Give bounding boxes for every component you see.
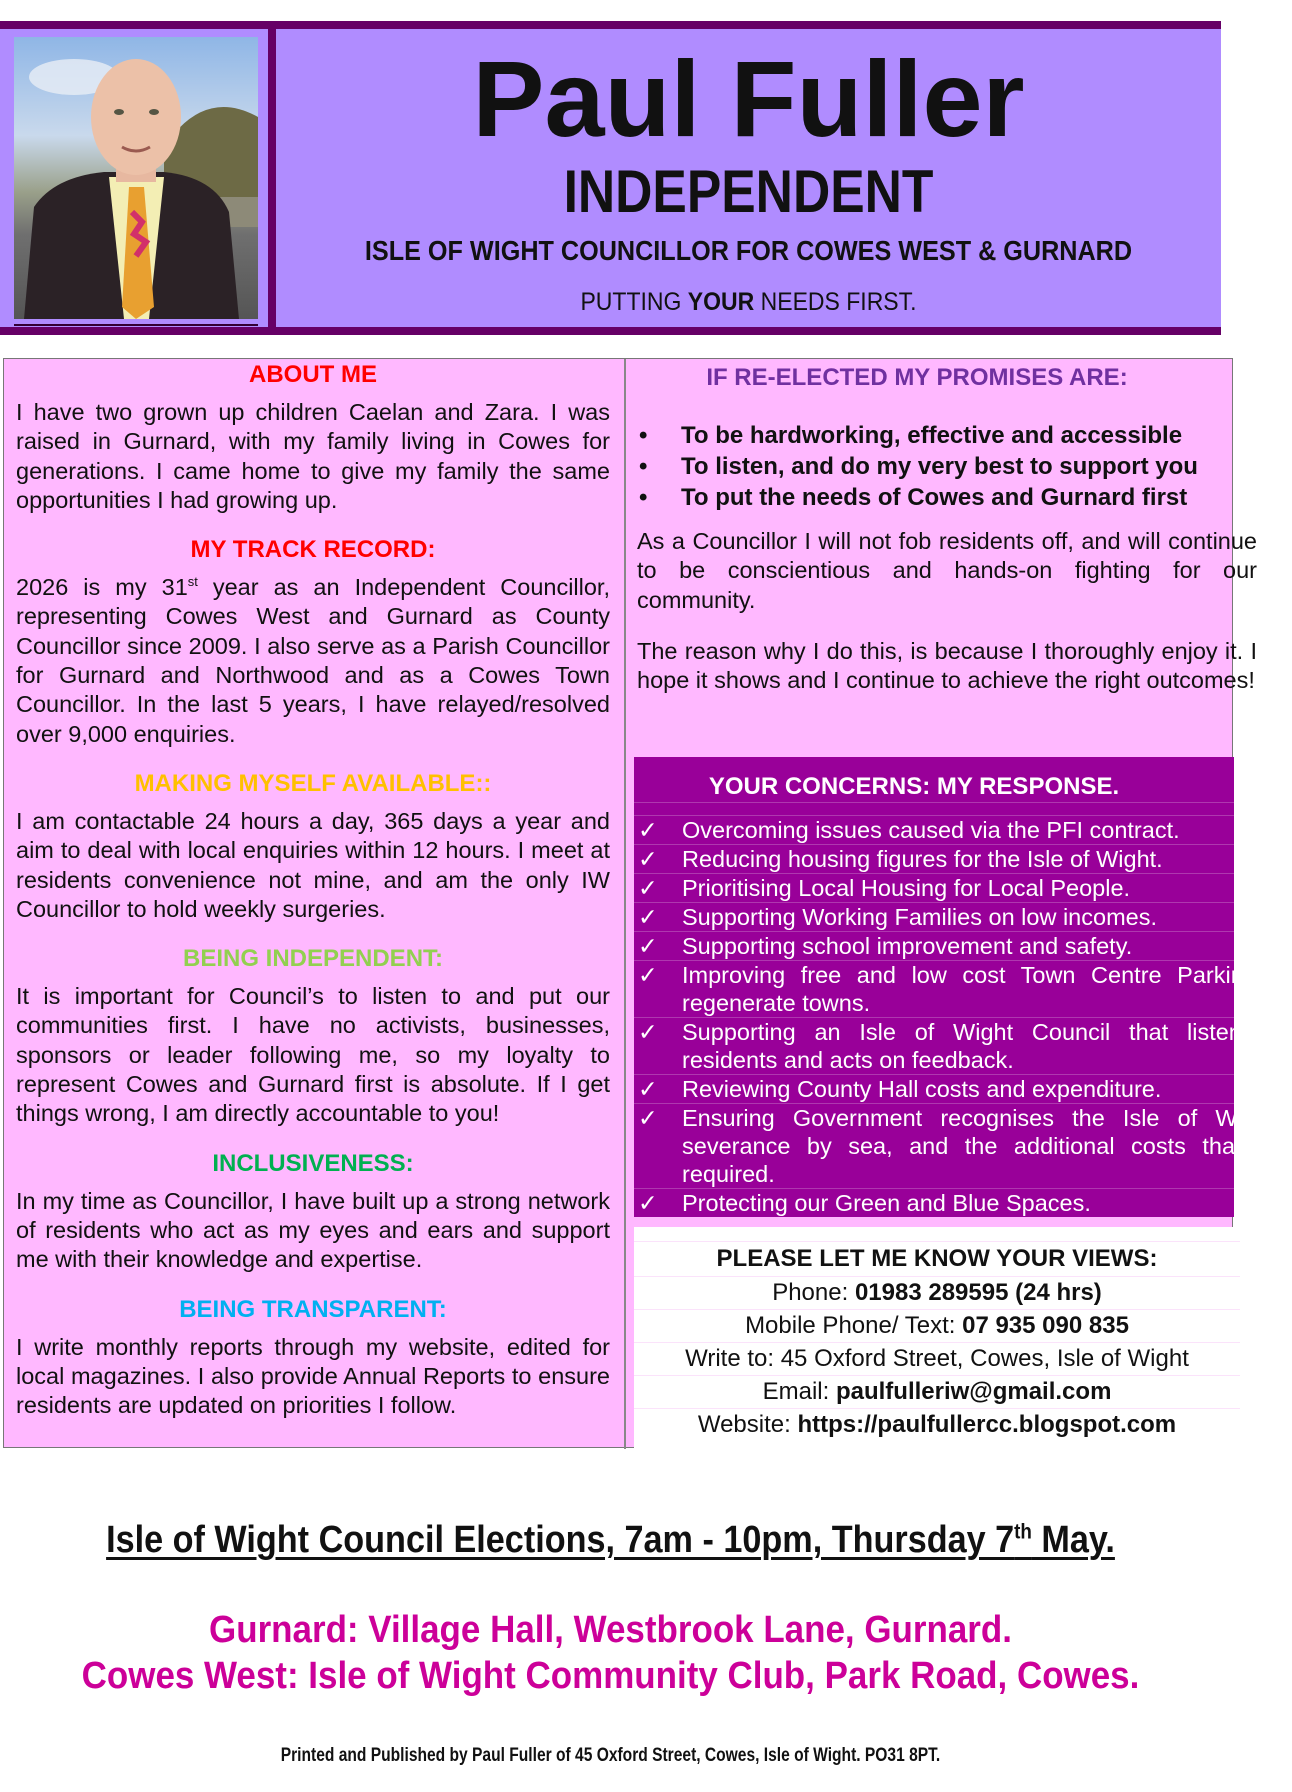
concern-item — [634, 931, 1292, 960]
promise-item — [637, 420, 1237, 451]
contact-mobile — [634, 1309, 1240, 1342]
checkmark-icon: ✓ — [638, 1190, 658, 1216]
councillor-paragraph: As a Councillor I will not fob residents off, and will continue to be conscientious and hands-on fighting for our community. — [637, 528, 1257, 613]
website-link[interactable]: https://paulfullercc.blogspot.com — [797, 1411, 1177, 1438]
concern-item — [634, 1074, 1292, 1103]
inclusive-text: In my time as Councillor, I have built up a strong network of residents who act as my eyes and ears and support me with their knowledge and expertise. — [16, 1187, 610, 1273]
concerns-spacer — [634, 802, 1234, 815]
promise-text: To put the needs of Cowes and Gurnard first — [681, 484, 1188, 511]
about-text: I have two grown up children Caelan and Zara. I was raised in Gurnard, with my family living in Cowes for generations. I came home to give my family the same opportunities I had growing up. — [16, 399, 610, 513]
concern-item — [634, 960, 1292, 1017]
header-banner — [0, 21, 1221, 335]
concern-item — [634, 873, 1292, 902]
title-panel — [276, 29, 1221, 327]
available-text: I am contactable 24 hours a day, 365 days a year and aim to deal with local enquiries within 12 hours. I meet at residents convenience not mine, and am the only IW Councillor to hold weekly surgeries. — [16, 807, 610, 922]
polling-station-gurnard: Gurnard: Village Hall, Westbrook Lane, Gurnard. — [209, 1609, 1012, 1651]
phone-label: Phone: — [772, 1279, 855, 1306]
website-label: Website: — [697, 1411, 798, 1438]
concerns-heading: YOUR CONCERNS: MY RESPONSE. — [708, 773, 1120, 800]
right-column — [637, 359, 1257, 695]
column-divider — [624, 359, 626, 1449]
checkmark-icon: ✓ — [638, 933, 658, 959]
checkmark-icon: ✓ — [638, 875, 658, 901]
promise-item — [637, 482, 1237, 513]
mobile-number[interactable]: 07 935 090 835 — [962, 1312, 1129, 1339]
available-heading: MAKING MYSELF AVAILABLE:: — [134, 769, 492, 797]
independent-heading: BEING INDEPENDENT: — [182, 945, 444, 973]
main-box — [3, 358, 1292, 1448]
election-text-end: May. — [1031, 1519, 1115, 1561]
tagline-bold: YOUR — [687, 288, 755, 316]
contact-box — [634, 1227, 1240, 1449]
concerns-box — [634, 757, 1292, 1217]
election-sup: th — [1014, 1520, 1032, 1544]
concern-text: Overcoming issues caused via the PFI contract. — [682, 817, 1180, 843]
track-text-post: year as an Independent Councillor, representing Cowes West and Gurnard as County Councillor since 2009. I also serve as a Parish Councillor for Gurnard and Northwood and as a Cowes Town Councillor. In the last 5 years, I have relayed/resolved over 9,000 enquiries. — [16, 574, 610, 747]
polling-station-cowes-west: Cowes West: Isle of Wight Community Club, Park Road, Cowes. — [81, 1655, 1140, 1697]
transparent-text: I write monthly reports through my website, edited for local magazines. I also provide Annual Reports to ensure residents are updated on priorities I follow. — [16, 1333, 610, 1419]
concerns-list — [634, 815, 1292, 1217]
bullet-icon: • — [639, 422, 648, 449]
promise-text: To be hardworking, effective and accessible — [681, 422, 1183, 449]
concern-item — [634, 1103, 1292, 1188]
independent-text: It is important for Council’s to listen to and put our communities first. I have no activists, businesses, sponsors or leader following me, so my loyalty to represent Cowes and Gurnard first is absolute. If I get things wrong, I am directly accountable to you! — [16, 983, 610, 1127]
role-subtitle: ISLE OF WIGHT COUNCILLOR FOR COWES WEST & GURNARD — [364, 235, 1133, 266]
track-sup: st — [187, 574, 198, 590]
track-text — [16, 573, 610, 749]
checkmark-icon: ✓ — [638, 846, 658, 872]
concern-text: Ensuring Government recognises the Isle of Wight’s severance by sea, and the additional costs that are required. — [682, 1105, 1292, 1187]
concern-text: Improving free and low cost Town Centre Parking to regenerate towns. — [682, 962, 1292, 1016]
candidate-photo — [14, 37, 258, 319]
concern-text: Supporting school improvement and safety. — [682, 933, 1133, 959]
mobile-label: Mobile Phone/ Text: — [745, 1312, 963, 1339]
track-heading: MY TRACK RECORD: — [190, 536, 436, 564]
concern-item — [634, 902, 1292, 931]
concern-text: Reviewing County Hall costs and expenditure. — [682, 1076, 1162, 1102]
checkmark-icon: ✓ — [638, 904, 658, 930]
tagline — [314, 287, 1183, 317]
checkmark-icon: ✓ — [638, 817, 658, 843]
contact-address: Write to: 45 Oxford Street, Cowes, Isle of Wight — [634, 1342, 1240, 1375]
concern-text: Supporting Working Families on low incomes. — [682, 904, 1157, 930]
reason-paragraph: The reason why I do this, is because I thoroughly enjoy it. I hope it shows and I continue to achieve the right outcomes! — [637, 637, 1257, 694]
photo-underline — [14, 324, 258, 326]
concern-text: Prioritising Local Housing for Local People. — [682, 875, 1131, 901]
imprint-footer: Printed and Published by Paul Fuller of 45 Oxford Street, Cowes, Isle of Wight. PO31 8PT. — [280, 1745, 941, 1766]
concern-item — [634, 1188, 1292, 1217]
email-label: Email: — [762, 1378, 836, 1405]
checkmark-icon: ✓ — [638, 962, 658, 988]
contact-heading: PLEASE LET ME KNOW YOUR VIEWS: — [634, 1241, 1240, 1276]
email-link[interactable]: paulfulleriw@gmail.com — [835, 1378, 1112, 1405]
promises-list — [637, 420, 1237, 513]
tagline-post: NEEDS FIRST. — [754, 288, 917, 316]
candidate-name: Paul Fuller — [472, 38, 1025, 159]
party-label: INDEPENDENT — [563, 158, 934, 225]
election-text: Isle of Wight Council Elections, 7am - 10pm, Thursday 7 — [106, 1519, 1015, 1561]
contact-website — [634, 1408, 1240, 1441]
inclusive-heading: INCLUSIVENESS: — [212, 1149, 414, 1177]
checkmark-icon: ✓ — [638, 1105, 658, 1131]
bullet-icon: • — [639, 453, 648, 480]
left-column — [16, 359, 610, 1420]
concern-item — [634, 815, 1292, 844]
concern-text: Supporting an Isle of Wight Council that listens to residents and acts on feedback. — [682, 1019, 1292, 1073]
checkmark-icon: ✓ — [638, 1076, 658, 1102]
about-heading: ABOUT ME — [249, 361, 377, 388]
concern-text: Reducing housing figures for the Isle of Wight. — [682, 846, 1163, 872]
election-banner — [61, 1518, 1160, 1562]
contact-email — [634, 1375, 1240, 1408]
transparent-heading: BEING TRANSPARENT: — [179, 1295, 447, 1323]
bullet-icon: • — [639, 484, 648, 511]
concern-item — [634, 844, 1292, 873]
portrait-illustration — [14, 37, 258, 319]
photo-panel — [0, 29, 268, 327]
promise-item — [637, 451, 1237, 482]
tagline-pre: PUTTING — [580, 288, 688, 316]
contact-phone — [634, 1276, 1240, 1309]
promises-heading: IF RE-ELECTED MY PROMISES ARE: — [706, 364, 1128, 391]
concern-text: Protecting our Green and Blue Spaces. — [682, 1190, 1091, 1216]
phone-number[interactable]: 01983 289595 (24 hrs) — [854, 1279, 1102, 1306]
checkmark-icon: ✓ — [638, 1019, 658, 1045]
concern-item — [634, 1017, 1292, 1074]
promise-text: To listen, and do my very best to support you — [681, 453, 1198, 480]
track-text-pre: 2026 is my 31 — [16, 574, 188, 601]
